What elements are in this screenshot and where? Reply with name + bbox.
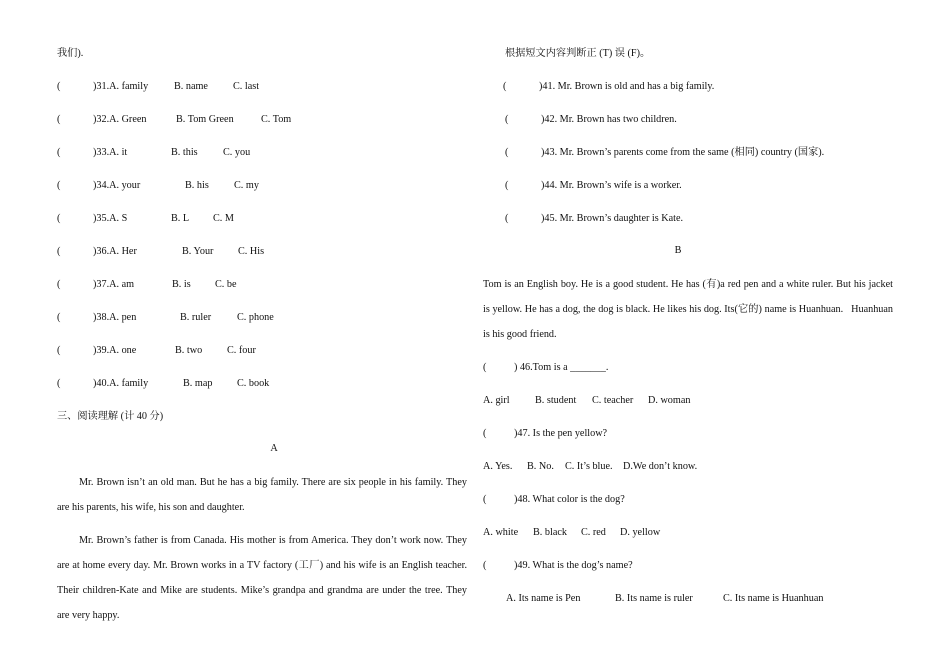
option-b: B. map bbox=[183, 378, 213, 389]
answer-paren: ( bbox=[483, 428, 487, 439]
option-d: D. yellow bbox=[620, 527, 661, 538]
option-c: C. red bbox=[581, 527, 606, 538]
option-b: B. black bbox=[533, 527, 567, 538]
answer-paren: ( bbox=[503, 81, 507, 92]
option-b: B. L bbox=[171, 213, 190, 224]
option-c: C. Tom bbox=[261, 114, 292, 125]
option-c: C. phone bbox=[237, 312, 274, 323]
option-c: C. four bbox=[227, 345, 256, 356]
option-a: A. Yes. bbox=[483, 461, 513, 472]
option-c: C. His bbox=[238, 246, 265, 257]
tf-statement: )44. Mr. Brown’s wife is a worker. bbox=[541, 180, 682, 191]
answer-paren: ( bbox=[57, 345, 61, 356]
option-d: D.We don’t know. bbox=[623, 461, 698, 472]
answer-paren: ( bbox=[483, 362, 487, 373]
cloze-stem: )39.A. one bbox=[93, 345, 137, 356]
option-c: C. M bbox=[213, 213, 234, 224]
option-b: B. this bbox=[171, 147, 198, 158]
option-c: C. be bbox=[215, 279, 237, 290]
option-a: A. Its name is Pen bbox=[506, 593, 581, 604]
passage-b-label: B bbox=[674, 245, 682, 256]
option-b: B. student bbox=[535, 395, 577, 406]
answer-paren: ( bbox=[57, 180, 61, 191]
tf-statement: )45. Mr. Brown’s daughter is Kate. bbox=[541, 213, 684, 224]
tf-statement: )42. Mr. Brown has two children. bbox=[541, 114, 677, 125]
option-c: C. teacher bbox=[592, 395, 634, 406]
answer-paren: ( bbox=[57, 213, 61, 224]
option-b: B. his bbox=[185, 180, 209, 191]
question-text: )47. Is the pen yellow? bbox=[514, 428, 608, 439]
option-c: C. It’s blue. bbox=[565, 461, 613, 472]
option-b: B. Tom Green bbox=[176, 114, 234, 125]
question-text: ) 46.Tom is a _______. bbox=[514, 362, 609, 373]
cloze-stem: )38.A. pen bbox=[93, 312, 137, 323]
answer-paren: ( bbox=[505, 180, 509, 191]
answer-paren: ( bbox=[57, 279, 61, 290]
answer-paren: ( bbox=[505, 114, 509, 125]
option-b: B. No. bbox=[527, 461, 554, 472]
option-a: A. white bbox=[483, 527, 519, 538]
cloze-stem: )32.A. Green bbox=[93, 114, 147, 125]
cloze-stem: )31.A. family bbox=[93, 81, 149, 92]
top-fragment: 我们). bbox=[57, 48, 84, 59]
option-c: C. Its name is Huanhuan bbox=[723, 593, 824, 604]
option-a: A. girl bbox=[483, 395, 510, 406]
answer-paren: ( bbox=[483, 494, 487, 505]
option-b: B. two bbox=[175, 345, 203, 356]
option-c: C. you bbox=[223, 147, 251, 158]
cloze-stem: )34.A. your bbox=[93, 180, 141, 191]
option-c: C. last bbox=[233, 81, 260, 92]
option-c: C. book bbox=[237, 378, 270, 389]
answer-paren: ( bbox=[483, 560, 487, 571]
option-b: B. is bbox=[172, 279, 191, 290]
answer-paren: ( bbox=[57, 147, 61, 158]
passage-a-label: A bbox=[270, 443, 278, 454]
section-heading: 三、阅读理解 (计 40 分) bbox=[57, 411, 164, 422]
answer-paren: ( bbox=[57, 246, 61, 257]
option-b: B. name bbox=[174, 81, 208, 92]
question-text: )49. What is the dog’s name? bbox=[514, 560, 633, 571]
passage-a-paragraph-1: Mr. Brown isn’t an old man. But he has a big family. There are six people in his family. They are his parents, his wife, his son and daughter. bbox=[57, 477, 467, 513]
tf-statement: )41. Mr. Brown is old and has a big family. bbox=[539, 81, 715, 92]
cloze-stem: )35.A. S bbox=[93, 213, 128, 224]
option-b: B. Its name is ruler bbox=[615, 593, 693, 604]
cloze-stem: )40.A. family bbox=[93, 378, 149, 389]
answer-paren: ( bbox=[57, 114, 61, 125]
answer-paren: ( bbox=[57, 378, 61, 389]
answer-paren: ( bbox=[57, 312, 61, 323]
answer-paren: ( bbox=[57, 81, 61, 92]
passage-a-paragraph-2: Mr. Brown’s father is from Canada. His mother is from America. They don’t work now. They are at home every day. Mr. Brown works in a TV factory (工厂) and his wife is an English teacher. Their children-Kate and Mike are students. Mike’s grandpa and grandma are under the tree. They are very happy. bbox=[57, 535, 467, 621]
cloze-stem: )36.A. Her bbox=[93, 246, 137, 257]
tf-statement: )43. Mr. Brown’s parents come from the same (相同) country (国家). bbox=[541, 147, 825, 158]
option-b: B. ruler bbox=[180, 312, 212, 323]
cloze-stem: )37.A. am bbox=[93, 279, 135, 290]
answer-paren: ( bbox=[505, 147, 509, 158]
question-text: )48. What color is the dog? bbox=[514, 494, 625, 505]
option-b: B. Your bbox=[182, 246, 214, 257]
answer-paren: ( bbox=[505, 213, 509, 224]
option-c: C. my bbox=[234, 180, 259, 191]
tf-instruction: 根据短文内容判断正 (T) 误 (F)。 bbox=[505, 48, 651, 59]
passage-b-text: Tom is an English boy. He is a good student. He has (有)a red pen and a white ruler. But his jacket is yellow. He has a dog, the dog is black. He likes his dog. Its(它的) name is Huanhuan. Huanhuan is his good friend. bbox=[483, 279, 893, 340]
cloze-stem: )33.A. it bbox=[93, 147, 128, 158]
option-d: D. woman bbox=[648, 395, 691, 406]
